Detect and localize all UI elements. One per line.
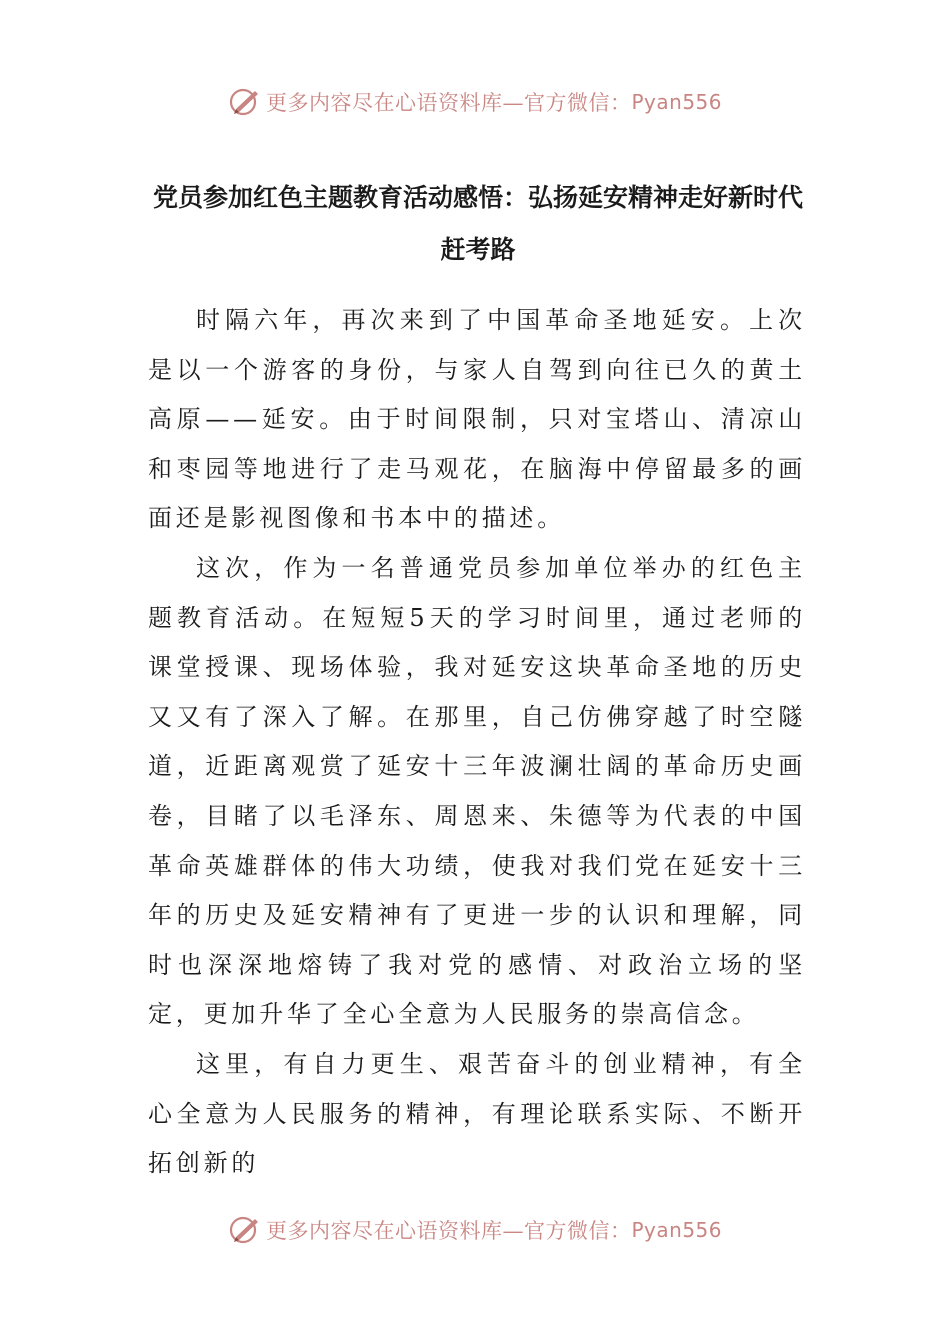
footer-banner-text: 更多内容尽在心语资料库—官方微信： — [265, 1219, 632, 1243]
paragraph-1: 时隔六年，再次来到了中国革命圣地延安。上次是以一个游客的身份，与家人自驾到向往已久的黄土高原——延安。由于时间限制，只对宝塔山、清凉山和枣园等地进行了走马观花，在脑海中停留最多的画面还是影视图像和书本中的描述。 — [148, 306, 806, 533]
document-title: 党员参加红色主题教育活动感悟：弘扬延安精神走好新时代赶考路 — [152, 183, 803, 264]
pen-logo-icon — [228, 1213, 262, 1247]
footer-banner-wechat-id: Pyan556 — [631, 1218, 722, 1242]
document-body — [148, 296, 806, 1189]
pen-logo-icon — [228, 85, 262, 119]
header-watermark-banner — [0, 82, 950, 122]
header-banner-wechat-id: Pyan556 — [631, 90, 722, 114]
footer-watermark-banner — [0, 1210, 950, 1250]
header-banner-text: 更多内容尽在心语资料库—官方微信： — [265, 91, 632, 115]
paragraph-2: 这次，作为一名普通党员参加单位举办的红色主题教育活动。在短短5天的学习时间里，通过老师的课堂授课、现场体验，我对延安这块革命圣地的历史又又有了深入了解。在那里，自己仿佛穿越了时空隧道，近距离观赏了延安十三年波澜壮阔的革命历史画卷，目睹了以毛泽东、周恩来、朱德等为代表的中国革命英雄群体的伟大功绩，使我对我们党在延安十三年的历史及延安精神有了更进一步的认识和理解，同时也深深地熔铸了我对党的感情、对政治立场的坚定，更加升华了全心全意为人民服务的崇高信念。 — [148, 553, 806, 1029]
paragraph-3: 这里，有自力更生、艰苦奋斗的创业精神，有全心全意为人民服务的精神，有理论联系实际、不断开拓创新的 — [148, 1049, 806, 1178]
